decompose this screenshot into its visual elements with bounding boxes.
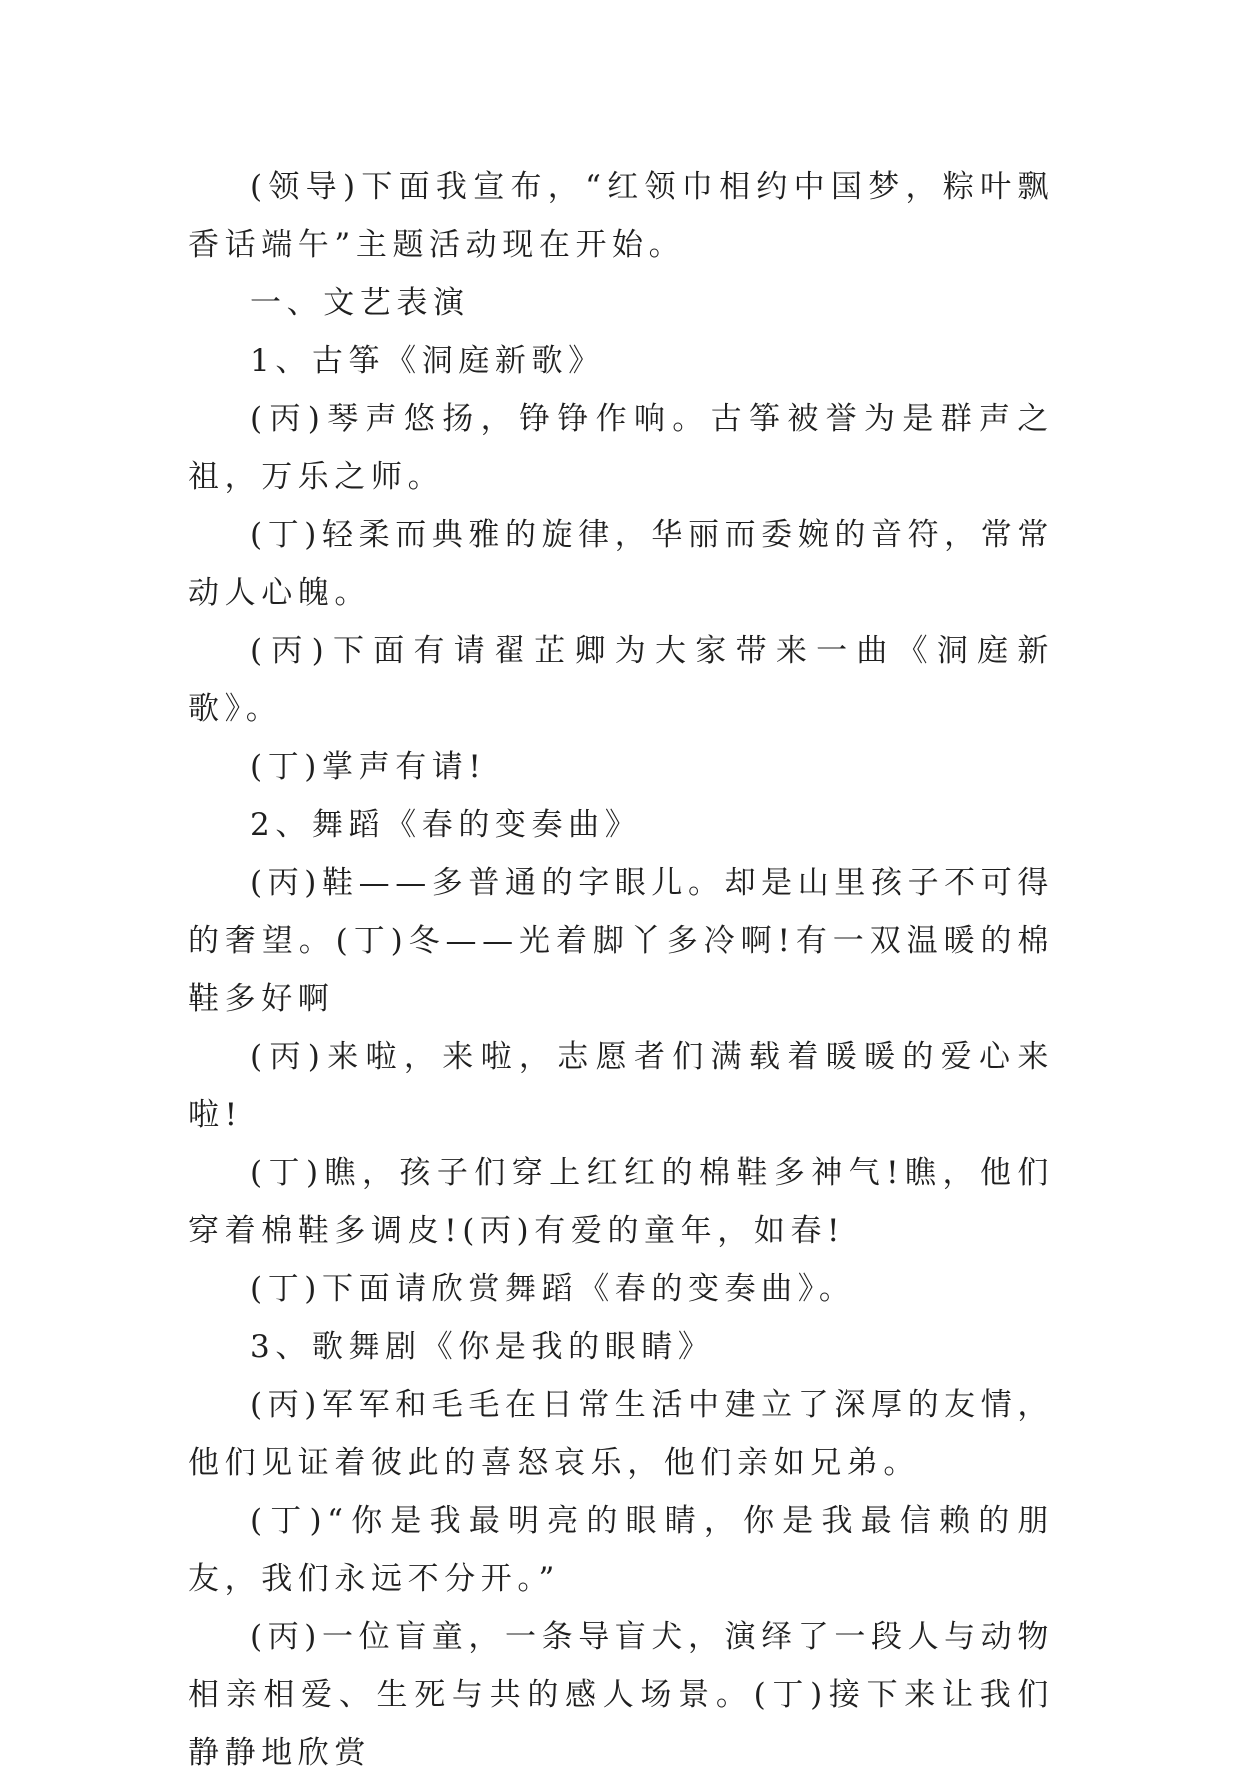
paragraph-musical-intro-2: (丁)“你是我最明亮的眼睛，你是我最信赖的朋友，我们永远不分开。” — [188, 1503, 1054, 1597]
paragraph-guzheng-intro-1: (丙)琴声悠扬，铮铮作响。古筝被誉为是群声之祖，万乐之师。 — [188, 401, 1054, 495]
paragraph-musical-intro-1: (丙)军军和毛毛在日常生活中建立了深厚的友情，他们见证着彼此的喜怒哀乐，他们亲如兄弟。 — [188, 1387, 1054, 1481]
document-body — [188, 158, 1054, 1782]
paragraph-dance-intro-1: (丙)鞋——多普通的字眼儿。却是山里孩子不可得的奢望。(丁)冬——光着脚丫多冷啊!有一双温暖的棉鞋多好啊 — [188, 865, 1054, 1017]
paragraph-opening-announcement: (领导)下面我宣布，“红领巾相约中国梦，粽叶飘香话端午”主题活动现在开始。 — [188, 169, 1054, 263]
paragraph-musical-intro-3: (丙)一位盲童，一条导盲犬，演绎了一段人与动物相亲相爱、生死与共的感人场景。(丁)接下来让我们静静地欣赏 — [188, 1619, 1054, 1771]
paragraph-dance-intro-3: (丁)瞧，孩子们穿上红红的棉鞋多神气!瞧，他们穿着棉鞋多调皮!(丙)有爱的童年，如春! — [188, 1155, 1054, 1249]
paragraph-dance-intro-2: (丙)来啦，来啦，志愿者们满载着暖暖的爱心来啦! — [188, 1039, 1054, 1133]
paragraph-guzheng-intro-2: (丁)轻柔而典雅的旋律，华丽而委婉的音符，常常动人心魄。 — [188, 517, 1054, 611]
paragraph-guzheng-applause: (丁)掌声有请! — [250, 749, 487, 785]
section-heading-performances: 一、文艺表演 — [250, 285, 470, 321]
paragraph-dance-intro-4: (丁)下面请欣赏舞蹈《春的变奏曲》。 — [250, 1271, 856, 1307]
program-item-guzheng: 1、古筝《洞庭新歌》 — [250, 343, 605, 379]
program-item-musical: 3、歌舞剧《你是我的眼睛》 — [250, 1329, 715, 1365]
paragraph-guzheng-intro-3: (丙)下面有请翟芷卿为大家带来一曲《洞庭新歌》。 — [188, 633, 1054, 727]
program-item-dance: 2、舞蹈《春的变奏曲》 — [250, 807, 642, 843]
